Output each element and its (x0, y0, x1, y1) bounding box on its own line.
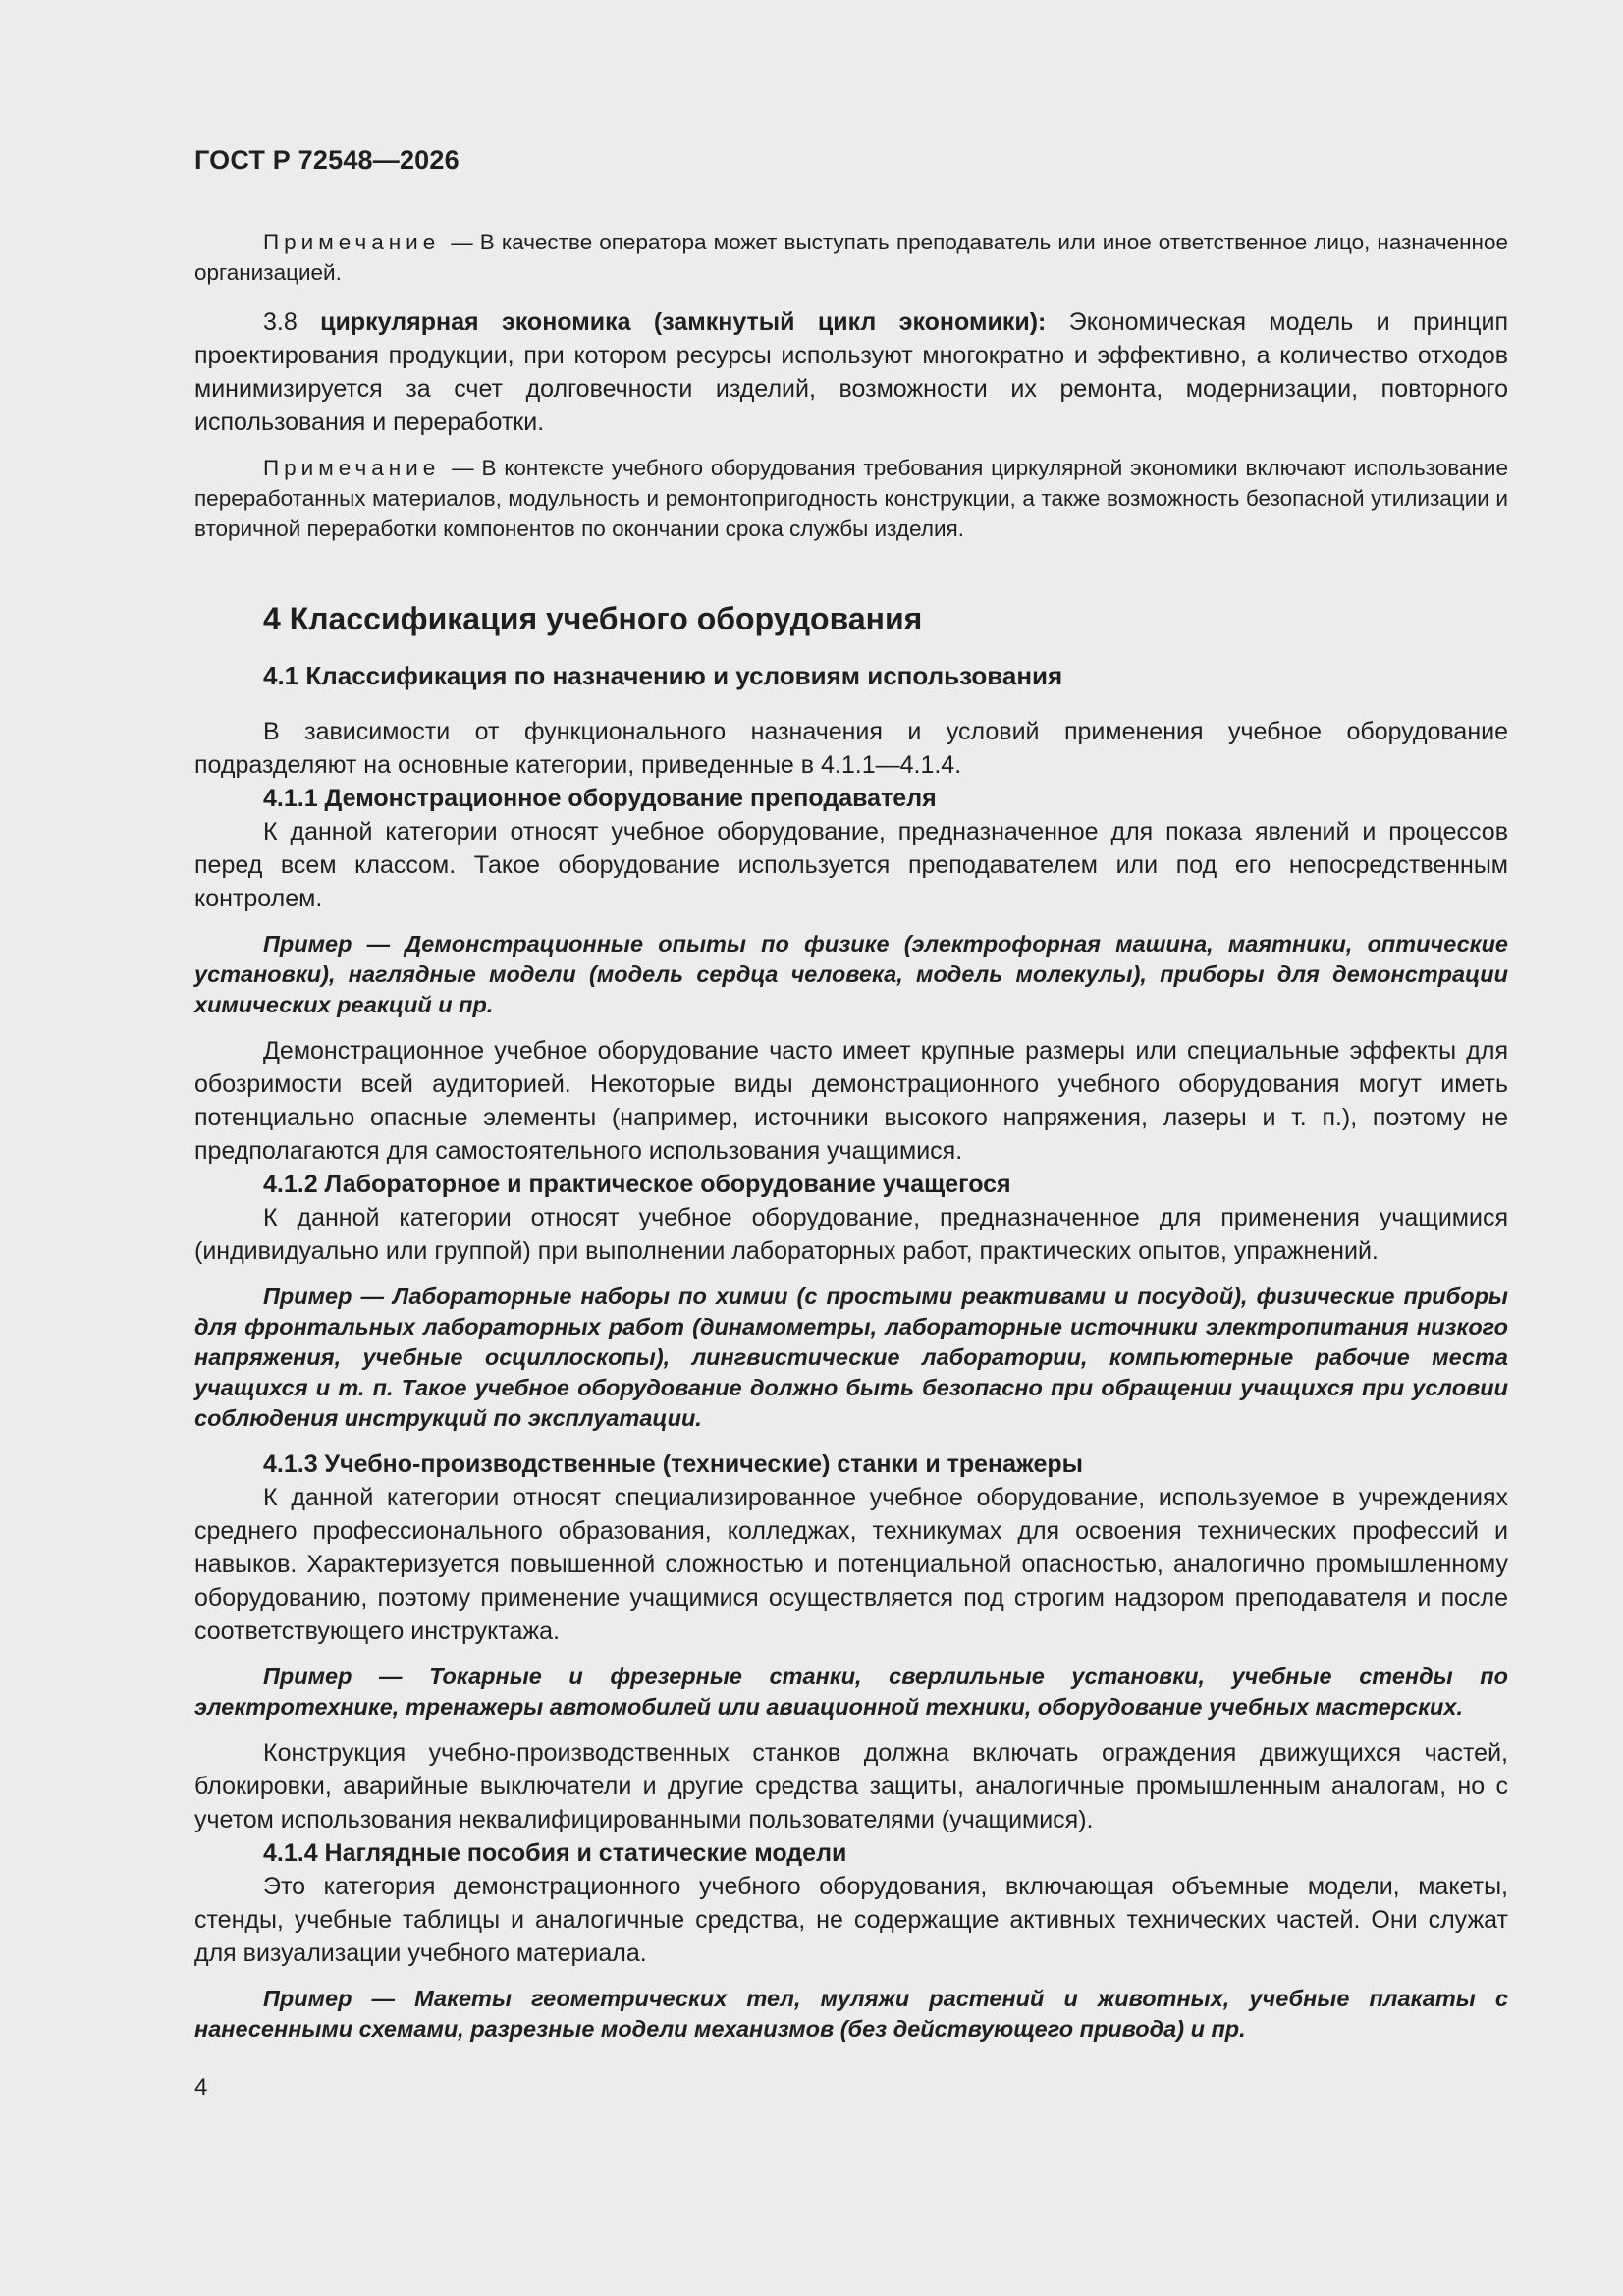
section-4-1-1-heading: 4.1.1 Демонстрационное оборудование преподавателя (263, 785, 937, 812)
section-4-1-1-example: Пример — Демонстрационные опыты по физике (электрофорная машина, маятники, оптические установки), наглядные модели (модель сердца человека, модель молекулы), приборы для демонстрации химических реакций и пр. (194, 931, 1508, 1017)
section-4-1-1-paragraph-1: К данной категории относят учебное оборудование, предназначенное для показа явлений и процессов перед всем классом. Такое оборудование используется преподавателем или под его непосредственным контролем. (194, 818, 1508, 912)
section-4-1-3-paragraph-1: К данной категории относят специализированное учебное оборудование, используемое в учреждениях среднего профессионального образования, колледжах, техникумах для освоения технических профессий и навыков. Характеризуется повышенной сложностью и потенциальной опасностью, аналогично промышленному оборудованию, поэтому применение учащимися осуществляется под строгим надзором преподавателя и после соответствующего инструктажа. (194, 1484, 1508, 1645)
term-number: 3.8 (263, 308, 321, 336)
note-circular-economy (194, 453, 1508, 544)
section-4-1-1-paragraph-2: Демонстрационное учебное оборудование часто имеет крупные размеры или специальные эффекты для обозримости всей аудиторией. Некоторые виды демонстрационного учебного оборудования могут иметь потенциально опасные элементы (например, источники высокого напряжения, лазеры и т. п.), поэтому не предполагаются для самостоятельного использования учащимися. (194, 1037, 1508, 1165)
section-4-1-2-example: Пример — Лабораторные наборы по химии (с простыми реактивами и посудой), физические приборы для фронтальных лабораторных работ (динамометры, лабораторные источники электропитания низкого напряжения, учебные осциллоскопы), лингвистические лаборатории, компьютерные рабочие места учащихся и т. п. Такое учебное оборудование должно быть безопасно при обращении учащихся при условии соблюдения инструкций по эксплуатации. (194, 1284, 1508, 1431)
document-code: ГОСТ Р 72548—2026 (194, 145, 460, 175)
section-4-1-2-heading: 4.1.2 Лабораторное и практическое оборудование учащегося (263, 1171, 1011, 1198)
section-4-1-2-paragraph-1: К данной категории относят учебное оборудование, предназначенное для применения учащимися (индивидуально или группой) при выполнении лабораторных работ, практических опытов, упражнений. (194, 1204, 1508, 1265)
note-text: — В качестве оператора может выступать преподаватель или иное ответственное лицо, назначенное организацией. (194, 230, 1508, 285)
section-4-1-heading: 4.1 Классификация по назначению и условиям использования (263, 661, 1063, 690)
section-4-1-4-paragraph-1: Это категория демонстрационного учебного оборудования, включающая объемные модели, макеты, стенды, учебные таблицы и аналогичные средства, не содержащие активных технических частей. Они служат для визуализации учебного материала. (194, 1873, 1508, 1967)
section-4-1-3-heading: 4.1.3 Учебно-производственные (технические) станки и тренажеры (263, 1450, 1083, 1478)
note-text: — В контексте учебного оборудования требования циркулярной экономики включают использование переработанных материалов, модульность и ремонтопригодность конструкции, а также возможность безопасной утилизации и вторичной переработки компонентов по окончании срока службы изделия. (194, 456, 1508, 541)
section-4-1-4-example: Пример — Макеты геометрических тел, муляжи растений и животных, учебные плакаты с нанесенными схемами, разрезные модели механизмов (без действующего привода) и пр. (194, 1986, 1508, 2042)
section-4-1-intro: В зависимости от функционального назначения и условий применения учебное оборудование подразделяют на основные категории, приведенные в 4.1.1—4.1.4. (194, 718, 1508, 779)
note-label: Примечание (263, 230, 441, 254)
note-operator (194, 227, 1508, 288)
term-name: циркулярная экономика (замкнутый цикл экономики): (320, 308, 1047, 336)
section-4-1-4-heading: 4.1.4 Наглядные пособия и статические модели (263, 1839, 847, 1867)
term-definition: Экономическая модель и принцип проектирования продукции, при котором ресурсы используют многократно и эффективно, а количество отходов минимизируется за счет долговечности изделий, возможности их ремонта, модернизации, повторного использования и переработки. (194, 308, 1508, 436)
page-content (194, 145, 1508, 2045)
section-4-heading: 4 Классификация учебного оборудования (263, 601, 923, 636)
page-number: 4 (194, 2074, 208, 2101)
term-3-8 (194, 305, 1508, 439)
section-4-1-3-paragraph-2: Конструкция учебно-производственных станков должна включать ограждения движущихся частей, блокировки, аварийные выключатели и другие средства защиты, аналогичные промышленным аналогам, но с учетом использования неквалифицированными пользователями (учащимися). (194, 1739, 1508, 1833)
section-4-1-3-example: Пример — Токарные и фрезерные станки, сверлильные установки, учебные стенды по электротехнике, тренажеры автомобилей или авиационной техники, оборудование учебных мастерских. (194, 1664, 1508, 1720)
note-label: Примечание (263, 456, 441, 480)
